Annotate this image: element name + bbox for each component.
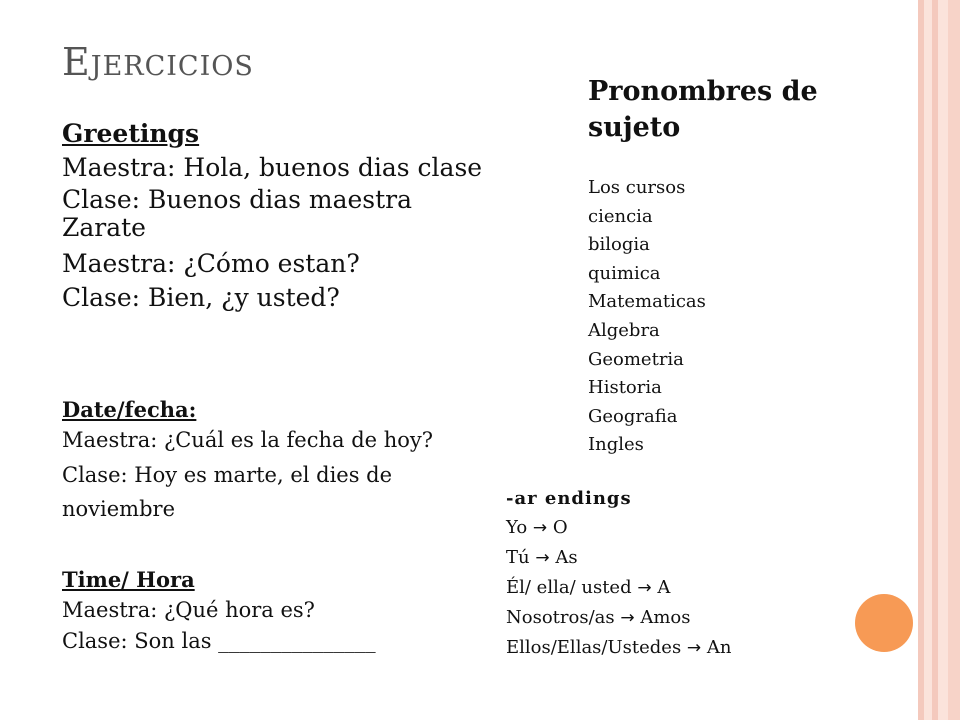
greetings-heading: Greetings: [62, 119, 200, 148]
cursos-item: Ingles: [588, 434, 644, 456]
pronombres-title: Pronombres de sujeto: [588, 76, 818, 143]
cursos-item: Matematicas: [588, 291, 706, 313]
pronoun: Nosotros/as: [506, 607, 615, 628]
arrow-right-icon: →: [637, 578, 652, 598]
orange-circle-decoration: [855, 594, 913, 652]
dialogue-line: Maestra: Hola, buenos dias clase: [62, 153, 483, 182]
cursos-item: Geografia: [588, 405, 678, 427]
ending-row: [506, 633, 732, 663]
decorative-stripe: [924, 0, 932, 720]
cursos-item: bilogia: [588, 234, 650, 256]
cursos-item: Geometria: [588, 348, 684, 370]
cursos-item: quimica: [588, 262, 661, 284]
dialogue-line: Maestra: ¿Cuál es la fecha de hoy?: [62, 428, 434, 452]
greetings-section: [62, 117, 482, 315]
ending-row: [506, 603, 732, 633]
decorative-stripe: [938, 0, 948, 720]
ending: Amos: [640, 607, 691, 628]
ending: O: [552, 517, 568, 538]
cursos-list: [588, 174, 706, 460]
ending-row: [506, 573, 732, 603]
pronoun: Ellos/Ellas/Ustedes: [506, 637, 682, 658]
dialogue-line: Zarate: [62, 213, 146, 242]
ar-endings-heading: -ar endings: [506, 488, 632, 509]
dialogue-line: Maestra: ¿Cómo estan?: [62, 249, 360, 278]
ar-endings-section: [506, 484, 732, 663]
dialogue-line: Maestra: ¿Qué hora es?: [62, 598, 315, 622]
dialogue-line: Clase: Hoy es marte, el dies de: [62, 463, 393, 487]
cursos-item: Historia: [588, 377, 662, 399]
arrow-right-icon: →: [532, 518, 548, 538]
pronoun: Yo: [506, 517, 528, 538]
dialogue-line: Clase: Son las _______________: [62, 629, 376, 653]
dialogue-line: Clase: Bien, ¿y usted?: [62, 283, 340, 312]
ending: As: [555, 547, 578, 568]
dialogue-line: Clase: Buenos dias maestra: [62, 185, 413, 214]
arrow-right-icon: →: [686, 638, 702, 658]
cursos-item: ciencia: [588, 205, 653, 227]
date-section: [62, 394, 433, 525]
time-heading: Time/ Hora: [62, 567, 195, 592]
pronoun: Tú: [506, 547, 530, 568]
cursos-item: Los cursos: [588, 177, 686, 198]
ending-row: [506, 543, 732, 573]
ending: An: [706, 637, 732, 658]
cursos-item: Algebra: [588, 319, 660, 341]
slide-title: Ejercicios: [62, 40, 254, 84]
dialogue-line: noviembre: [62, 497, 175, 521]
ending: A: [657, 577, 671, 598]
pronoun: Él/ ella/ usted: [506, 577, 632, 598]
time-section: [62, 564, 376, 657]
decorative-stripe: [948, 0, 960, 720]
date-heading: Date/fecha:: [62, 397, 197, 422]
arrow-right-icon: →: [620, 608, 635, 628]
arrow-right-icon: →: [535, 548, 550, 568]
ending-row: [506, 513, 732, 543]
